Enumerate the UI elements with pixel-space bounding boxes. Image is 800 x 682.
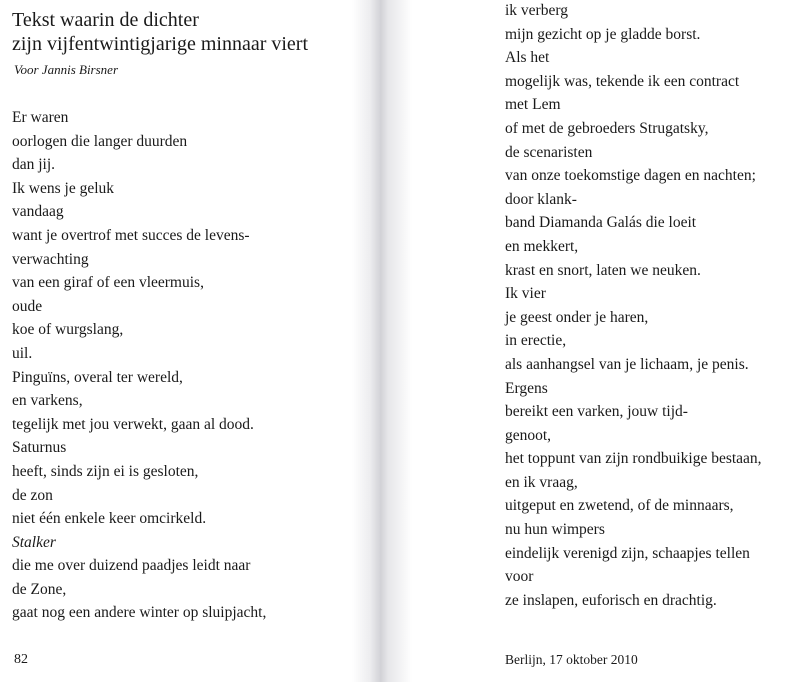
poem-line: tegelijk met jou verwekt, gaan al dood. [12, 415, 254, 433]
poem-line: mijn gezicht op je gladde borst. [505, 25, 701, 43]
poem-line: krast en snort, laten we neuken. [505, 261, 701, 279]
poem-line: Er waren [12, 109, 69, 126]
poem-line: Ik vier [505, 285, 546, 303]
poem-line: band Diamanda Galás die loeit [505, 214, 697, 232]
poem-line: de scenaristen [505, 143, 593, 161]
poem-line: eindelijk verenigd zijn, schaapjes tellen [505, 544, 750, 562]
poem-line: Als het [505, 49, 550, 67]
poem-line: en mekkert, [505, 237, 579, 255]
poem-line: Ik wens je geluk [12, 179, 115, 197]
place-date: Berlijn, 17 oktober 2010 [505, 652, 638, 667]
poem-line: de Zone, [12, 580, 67, 598]
poem-line: ik verberg [505, 2, 568, 19]
poem-line: bereikt een varken, jouw tijd- [505, 403, 688, 421]
poem-line: oude [12, 297, 43, 315]
poem-line: van onze toekomstige dagen en nachten; [505, 167, 756, 185]
poem-line: het toppunt van zijn rondbuikige bestaan, [505, 450, 762, 468]
poem-line: en varkens, [12, 392, 83, 410]
poem-line: uitgeput en zwetend, of de minnaars, [505, 497, 734, 515]
poem-line: door klank- [505, 190, 577, 208]
poem-line: genoot, [505, 426, 552, 444]
poem-line: Ergens [505, 379, 548, 397]
right-page [400, 0, 800, 682]
poem-line: koe of wurgslang, [12, 321, 124, 339]
poem-line: met Lem [505, 96, 561, 114]
poem-line: mogelijk was, tekende ik een contract [505, 72, 740, 90]
title-line-1: Tekst waarin de dichter [12, 9, 199, 31]
poem-lines-right [505, 0, 762, 612]
poem-lines-left [12, 106, 266, 625]
poem-line: dan jij. [12, 156, 56, 174]
poem-line: van een giraf of een vleermuis, [12, 274, 204, 292]
poem-line: niet één enkele keer omcirkeld. [12, 510, 207, 528]
poem-line: nu hun wimpers [505, 521, 605, 539]
dedication: Voor Jannis Birsner [14, 62, 118, 77]
poem-line: of met de gebroeders Strugatsky, [505, 119, 709, 137]
poem-line: en ik vraag, [505, 473, 578, 491]
poem-line: die me over duizend paadjes leidt naar [12, 557, 251, 575]
title-line-2: zijn vijfentwintigjarige minnaar viert [12, 33, 309, 55]
poem-line: verwachting [12, 250, 89, 268]
poem-line: Saturnus [12, 439, 67, 457]
poem-line: de zon [12, 486, 53, 504]
poem-title [12, 8, 352, 56]
poem-line: je geest onder je haren, [505, 308, 649, 326]
poem-line: gaat nog een andere winter op sluipjacht, [12, 604, 267, 622]
page-number: 82 [14, 652, 28, 667]
poem-line: voor [505, 568, 534, 586]
poem-line: ze inslapen, euforisch en drachtig. [505, 591, 717, 609]
poem-line-italic: Stalker [12, 533, 56, 551]
poem-line: als aanhangsel van je lichaam, je penis. [505, 355, 749, 373]
poem-line: vandaag [12, 203, 64, 221]
poem-line: heeft, sinds zijn ei is gesloten, [12, 462, 199, 480]
poem-line: in erectie, [505, 332, 567, 350]
poem-line: want je overtrof met succes de levens- [12, 226, 250, 244]
poem-line: Pinguïns, overal ter wereld, [12, 368, 183, 386]
poem-line: oorlogen die langer duurden [12, 132, 188, 150]
poem-line: uil. [12, 344, 33, 362]
